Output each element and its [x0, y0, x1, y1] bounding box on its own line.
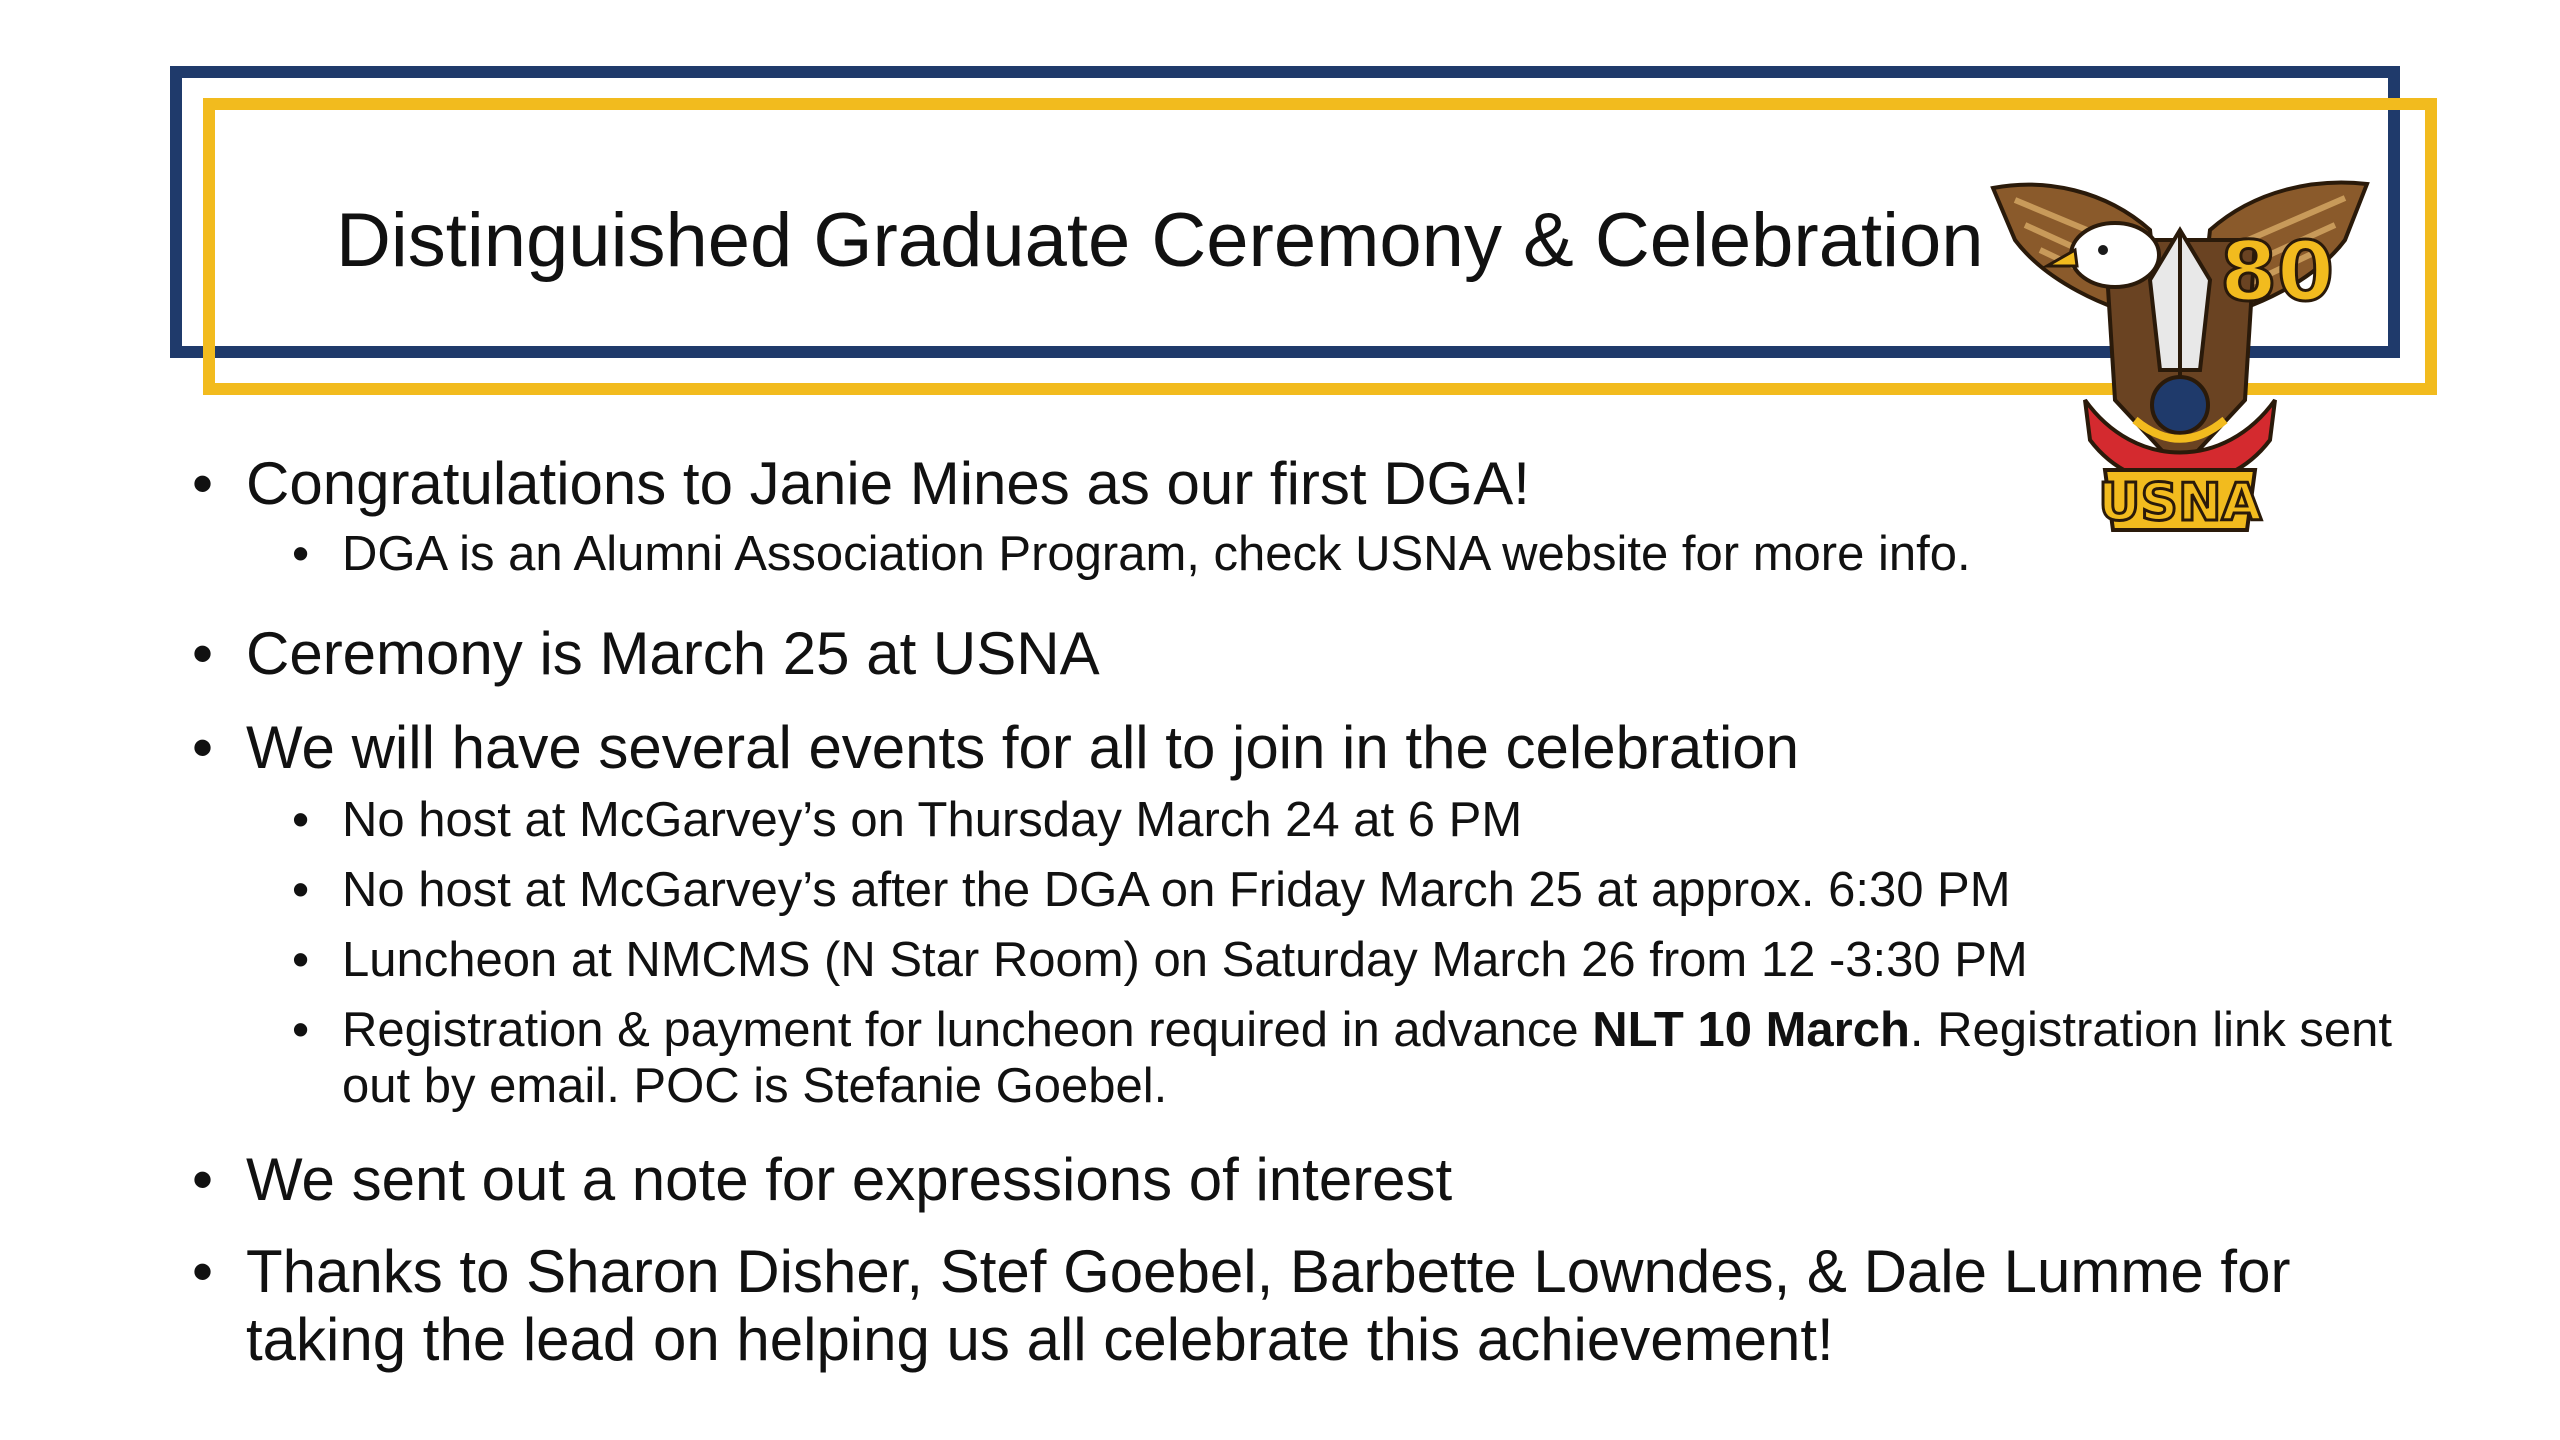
sub-bullet-item	[190, 526, 2420, 582]
bullet-item	[190, 450, 2420, 518]
eagle-head	[2071, 223, 2159, 287]
bullet-glyph: •	[192, 1146, 214, 1213]
deadline-emphasis: NLT 10 March	[1592, 1003, 1910, 1057]
bullet-glyph: •	[192, 1238, 214, 1305]
sub-bullet-text-before: Registration & payment for luncheon required in advance	[342, 1003, 1593, 1057]
bullet-text: Congratulations to Janie Mines as our first DGA!	[246, 450, 1530, 517]
sub-bullet-text: DGA is an Alumni Association Program, check USNA website for more info.	[342, 527, 1971, 581]
bullet-item	[190, 714, 2420, 782]
bullet-text: Ceremony is March 25 at USNA	[246, 620, 1100, 687]
bullet-text: We sent out a note for expressions of interest	[246, 1146, 1453, 1213]
bullet-glyph: •	[292, 863, 310, 917]
bullet-item	[190, 1146, 2420, 1214]
bullet-item	[190, 1238, 2420, 1374]
sub-bullet-item	[190, 862, 2420, 918]
bullet-glyph: •	[192, 714, 214, 781]
sub-bullet-text: No host at McGarvey’s on Thursday March 24 at 6 PM	[342, 793, 1523, 847]
emblem-numeral: 80	[2219, 225, 2335, 320]
bullet-glyph: •	[292, 933, 310, 987]
sub-bullet-text-after: . Registration link sent out by email. POC is Stefanie Goebel.	[342, 1003, 2392, 1113]
slide-title: Distinguished Graduate Ceremony & Celebration	[336, 198, 1984, 283]
bullet-text: Thanks to Sharon Disher, Stef Goebel, Barbette Lowndes, & Dale Lumme for taking the lead on helping us all celebrate this achievement!	[246, 1238, 2291, 1373]
bullet-glyph: •	[292, 793, 310, 847]
sub-bullet-item	[190, 1002, 2420, 1114]
sub-bullet-text: Luncheon at NMCMS (N Star Room) on Saturday March 26 from 12 -3:30 PM	[342, 933, 2028, 987]
bullet-glyph: •	[292, 1003, 310, 1057]
bullet-item	[190, 620, 2420, 688]
bullet-glyph: •	[192, 620, 214, 687]
sub-bullet-item	[190, 932, 2420, 988]
bullet-list	[190, 450, 2420, 1374]
emblem-lettering: USNA	[2098, 473, 2262, 533]
sub-bullet-item	[190, 792, 2420, 848]
bullet-text: We will have several events for all to join in the celebration	[246, 714, 1800, 781]
sub-bullet-text: No host at McGarvey’s after the DGA on Friday March 25 at approx. 6:30 PM	[342, 863, 2011, 917]
bullet-glyph: •	[292, 527, 310, 581]
bullet-glyph: •	[192, 450, 214, 517]
